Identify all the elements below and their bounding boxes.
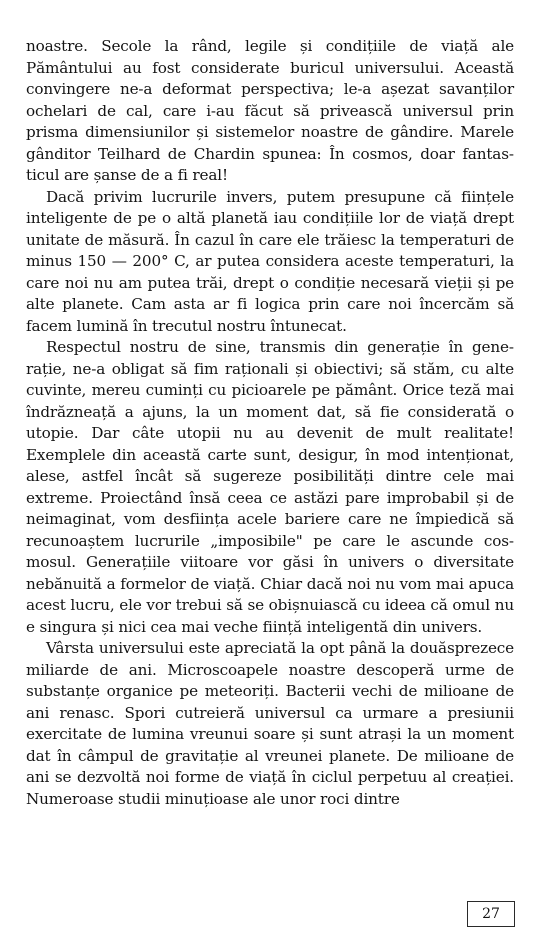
page-number: 27 (467, 901, 515, 927)
paragraph-self-respect: Respectul nostru de sine, transmis din generație în generație, ne-a obligat să fim raționali și obiectivi; să stăm, cu alte cuvinte, mereu cuminți cu picioarele pe pământ. Orice teză mai îndrăzneață a ajuns, la un moment dat, să fie considerată o utopie. Dar câte utopii nu au devenit de mult realitate! Exemplele din această carte sunt, desigur, în mod intenționat, alese, astfel încât să sugereze posibilități dintre cele mai extreme. Proiectând însă ceea ce astăzi pare improbabil și de neimaginat, vom desființa acele bariere care ne împiedică să recunoaștem lucrurile „imposibile" pe care le ascunde cosmosul. Generațiile viitoare vor găsi în univers o diversitate nebănuită a formelor de viață. Chiar dacă noi nu vom mai apuca acest lucru, ele vor trebui să se obișnuiască cu ideea că omul nu e singura și nici cea mai veche ființă inteligentă din univers. (26, 338, 514, 636)
body-text (26, 36, 514, 810)
paragraph-inverse-perspective: Dacă privim lucrurile invers, putem presupune că ființele inteligente de pe o altă planetă iau condițiile lor de viață drept unitate de măsură. În cazul în care ele trăiesc la temperaturi de minus 150 — 200° C, ar putea considera aceste temperaturi, la care noi nu am putea trăi, drept o condiție necesară vieții și pe alte planete. Cam asta ar fi logica prin care noi încercăm să facem lumină în trecutul nostru întunecat. (26, 187, 514, 335)
paragraph-universe-age: Vârsta universului este apreciată la opt până la douăsprezece miliarde de ani. Microscoapele noastre descoperă urme de substanțe organice pe meteoriți. Bacterii vechi de milioane de ani renasc. Spori cutreieră universul ca urmare a presiunii exercitate de lumina vreunui soare și sunt atrași la un moment dat în câmpul de gravitație al vreunei planete. De milioane de ani se dezvoltă noi forme de viață în ciclul perpetuu al creației. Numeroase studii minuțioase ale unor roci dintre (26, 639, 514, 808)
paragraph-continued: noastre. Secole la rând, legile și condițiile de viață ale Pământului au fost considerate buricul universului. Această convingere ne-a deformat perspectiva; le-a așezat savanților ochelari de cal, care i-au făcut să privească universul prin prisma dimensiunilor și sistemelor noastre de gândire. Marele gânditor Teilhard de Chardin spunea: În cosmos, doar fantasticul are șanse de a fi real! (26, 37, 514, 184)
